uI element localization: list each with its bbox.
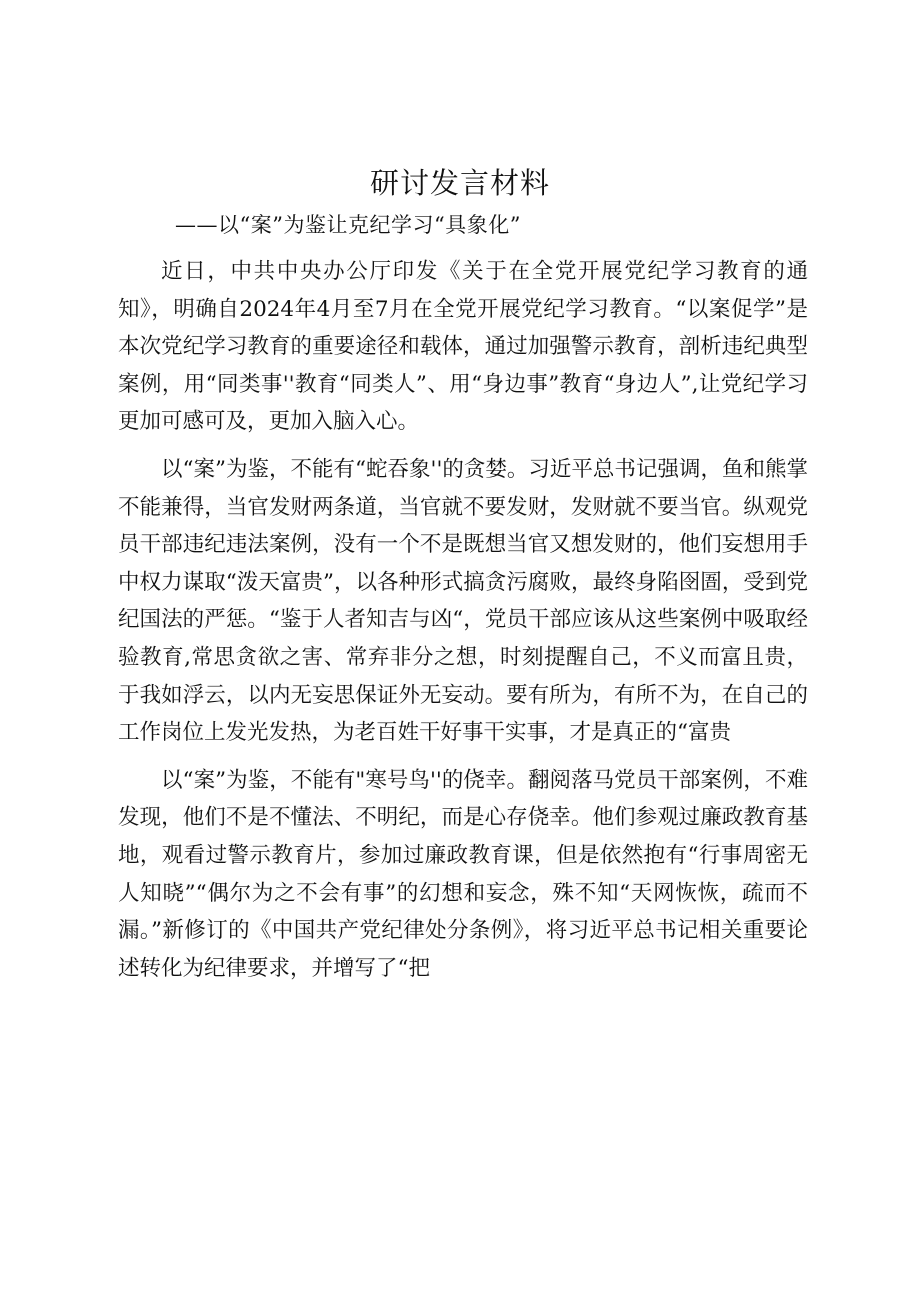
document-title: 研讨发言材料	[369, 166, 550, 200]
document-body	[118, 253, 808, 987]
paragraph-luck: 以“案”为鉴，不能有"寒号鸟''的侥幸。翻阅落马党员干部案例，不难发现，他们不是不懂法、不明纪，而是心存侥幸。他们参观过廉政教育基地，观看过警示教育片，参加过廉政教育课，但是依然抱有“行事周密无人知晓”“偶尔为之不会有事”的幻想和妄念，殊不知“天网恢恢，疏而不漏。”新修订的《中国共产党纪律处分条例》，将习近平总书记相关重要论述转化为纪律要求，并增写了“把	[118, 767, 808, 981]
document-subtitle: ——以“案”为鉴让克纪学习“具象化”	[175, 213, 521, 237]
paragraph-intro: 近日，中共中央办公厅印发《关于在全党开展党纪学习教育的通知》，明确自2024年4月至7月在全党开展党纪学习教育。“以案促学”是本次党纪学习教育的重要途径和载体，通过加强警示教育，剖析违纪典型案例，用“同类事''教育“同类人”、用“身边事”教育“身边人”,让党纪学习更加可感可及，更加入脑入心。	[118, 259, 808, 435]
paragraph-greed: 以“案”为鉴，不能有“蛇吞象''的贪婪。习近平总书记强调，鱼和熊掌不能兼得，当官发财两条道，当官就不要发财，发财就不要当官。纵观党员干部违纪违法案例，没有一个不是既想当官又想发财的，他们妄想用手中权力谋取“泼天富贵”，以各种形式搞贪污腐败，最终身陷囹圄，受到党纪国法的严惩。“鉴于人者知吉与凶“，党员干部应该从这些案例中吸取经验教育,常思贪欲之害、常弃非分之想，时刻提醒自己，不义而富且贵，于我如浮云，以内无妄思保证外无妄动。要有所为，有所不为，在自己的工作岗位上发光发热，为老百姓干好事干实事，才是真正的“富贵	[118, 456, 808, 746]
